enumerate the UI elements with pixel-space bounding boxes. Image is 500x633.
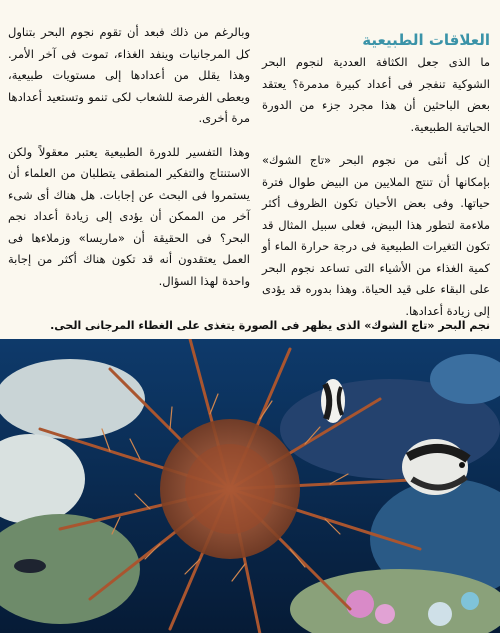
left-column [8, 22, 250, 304]
photo-caption: نجم البحر «تاج الشوك» الذى يظهر فى الصورة يتغذى على الغطاء المرجانى الحى. [50, 319, 490, 332]
butterflyfish-large [402, 439, 468, 495]
right-column [262, 22, 490, 334]
section-heading: العلاقات الطبيعية [362, 31, 490, 49]
dark-fish [14, 559, 46, 573]
paragraph-1: ما الذى جعل الكثافة العددية لنجوم البحر الشوكية تنفجر فى أعداد كبيرة مدمرة؟ يعتقد بعض الباحثين أن هذا مجرد جزء من الدورة الحياتية الطبيعية. [262, 55, 490, 134]
paragraph-3: وبالرغم من ذلك فبعد أن تقوم نجوم البحر بتناول كل المرجانيات وينفد الغذاء، تموت فى آخر الأمر. وهذا يقلل من أعدادها إلى مستويات طبيعية، ويعطى الفرصة للشعاب لكى تنمو وتستعيد أعدادها مرة أخرى. [8, 25, 250, 125]
paragraph-2: إن كل أنثى من نجوم البحر «تاج الشوك» بإمكانها أن تنتج الملايين من البيض طوال فترة حياتها. وفى بعض الأحيان تكون الظروف أكثر ملاءمة لتطور هذا البيض، فعلى سبيل المثال قد تكون التغيرات الطبيعية فى درجة حرارة الماء أو كمية الغذاء من الأشياء التى تساعد نجوم البحر على البقاء على قيد الحياة. وهذا بدوره قد يؤدى إلى زيادة أعدادها. [262, 153, 490, 318]
paragraph-4: وهذا التفسير للدورة الطبيعية يعتبر معقولاً ولكن الاستنتاج والتفكير المنطقى يتطلبان من العلماء أن يستمروا فى البحث عن إجابات. هل هناك أى شىء آخر من الممكن أن يؤدى إلى زيادة أعداد نجم البحر؟ فى الحقيقة أن «ماريسا» وزملاءها فى العمل يعتقدون أنه قد تكون هناك أكثر من إجابة واحدة لهذا السؤال. [8, 144, 250, 288]
butterflyfish-small [321, 379, 345, 423]
starfish-photo [0, 339, 500, 633]
